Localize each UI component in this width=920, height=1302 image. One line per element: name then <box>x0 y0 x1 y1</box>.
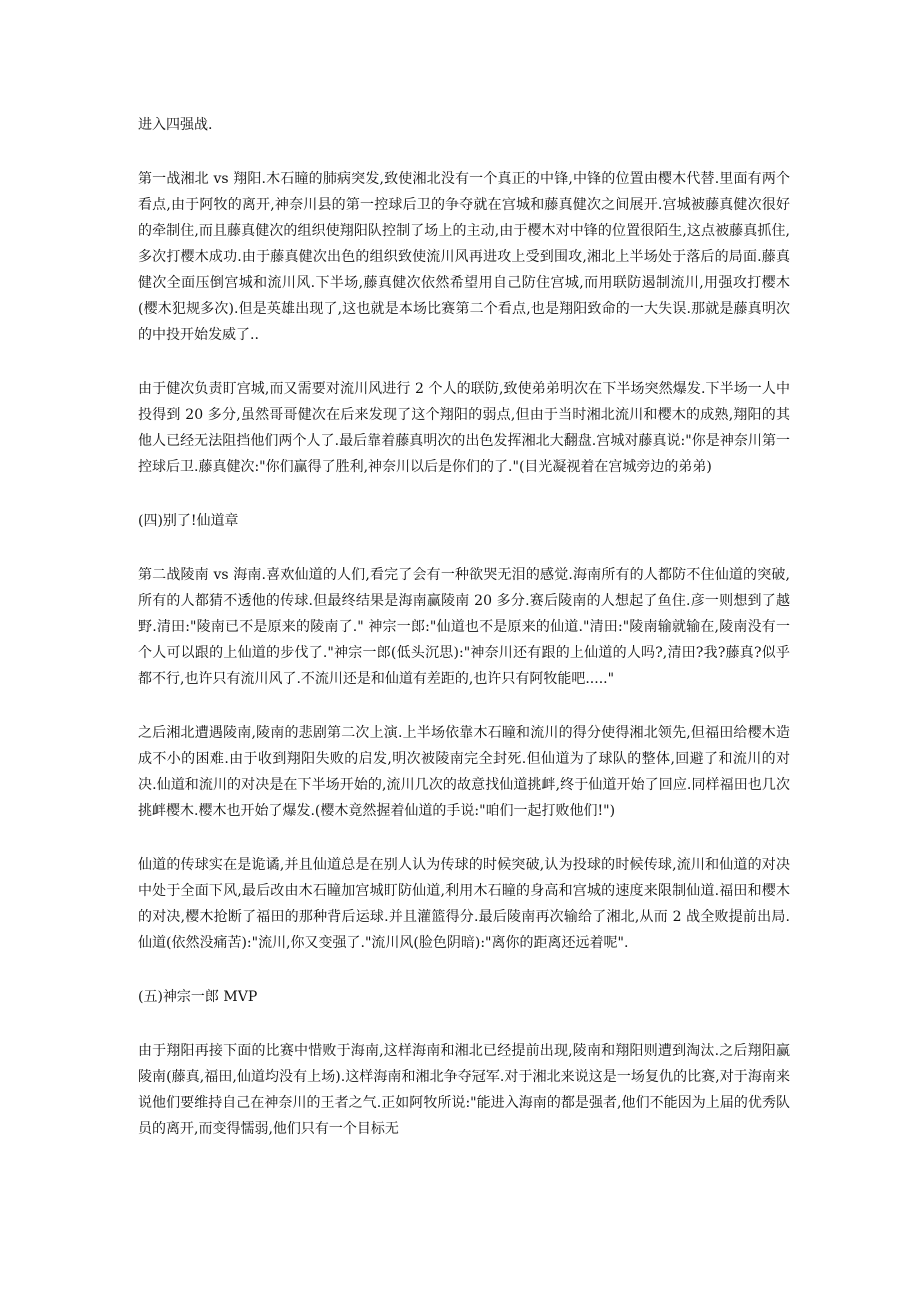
paragraph-first-game: 第一战湘北 vs 翔阳.木石瞳的肺病突发,致使湘北没有一个真正的中锋,中锋的位置由樱木代替.里面有两个看点,由于阿牧的离开,神奈川县的第一控球后卫的争夺就在宫城和藤真健次之间展开.宫城被藤真健次很好的牵制住,而且藤真健次的组织使翔阳队控制了场上的主动,由于樱木对中锋的位置很陌生,这点被藤真抓住,多次打樱木成功.由于藤真健次出色的组织致使流川风再进攻上受到围攻,湘北上半场处于落后的局面.藤真健次全面压倒宫城和流川风.下半场,藤真健次依然希望用自己防住宫城,而用联防遏制流川,用强攻打樱木(樱木犯规多次).但是英雄出现了,这也就是本场比赛第二个看点,也是翔阳致命的一大失误.那就是藤真明次的中投开始发威了.. <box>138 171 790 343</box>
paragraph-first-game-continued: 由于健次负责盯宫城,而又需要对流川风进行 2 个人的联防,致使弟弟明次在下半场突然爆发.下半场一人中投得到 20 多分,虽然哥哥健次在后来发现了这个翔阳的弱点,但由于当时湘北流川和樱木的成熟,翔阳的其他人已经无法阻挡他们两个人了.最后靠着藤真明次的出色发挥湘北大翻盘.宫城对藤真说:"你是神奈川第一控球后卫.藤真健次:"你们赢得了胜利,神奈川以后是你们的了."(目光凝视着在宫城旁边的弟弟) <box>138 381 790 475</box>
section-heading-four: (四)别了!仙道章 <box>138 513 239 529</box>
paragraph-intro: 进入四强战. <box>138 117 213 133</box>
paragraph-sendoh-passing: 仙道的传球实在是诡谲,并且仙道总是在别人认为传球的时候突破,认为投球的时候传球,流川和仙道的对决中处于全面下风,最后改由木石瞳加宫城盯防仙道,利用木石瞳的身高和宫城的速度来限制仙道.福田和樱木的对决,樱木抢断了福田的那种背后运球.并且灌篮得分.最后陵南再次输给了湘北,从而 2 战全败提前出局.仙道(依然没痛苦):"流川,你又变强了."流川风(脸色阴暗):"离你的距离还远着呢". <box>138 857 790 951</box>
section-heading-five: (五)神宗一郎 MVP <box>138 989 258 1005</box>
paragraph-shohoku-vs-ryonan: 之后湘北遭遇陵南,陵南的悲剧第二次上演.上半场依靠木石瞳和流川的得分使得湘北领先,但福田给樱木造成不小的困难.由于收到翔阳失败的启发,明次被陵南完全封死.但仙道为了球队的整体,回避了和流川的对决.仙道和流川的对决是在下半场开始的,流川几次的故意找仙道挑衅,终于仙道开始了回应.同样福田也几次挑衅樱木.樱木也开始了爆发.(樱木竟然握着仙道的手说:"咱们一起打败他们!") <box>138 725 790 819</box>
paragraph-final: 由于翔阳再接下面的比赛中惜败于海南,这样海南和湘北已经提前出现,陵南和翔阳则遭到淘汰.之后翔阳赢陵南(藤真,福田,仙道均没有上场).这样海南和湘北争夺冠军.对于湘北来说这是一场复仇的比赛,对于海南来说他们要维持自己在神奈川的王者之气.正如阿牧所说:"能进入海南的都是强者,他们不能因为上届的优秀队员的离开,而变得懦弱,他们只有一个目标无 <box>138 1043 790 1137</box>
paragraph-second-game: 第二战陵南 vs 海南.喜欢仙道的人们,看完了会有一种欲哭无泪的感觉.海南所有的人都防不住仙道的突破,所有的人都猜不透他的传球.但最终结果是海南赢陵南 20 多分.赛后陵南的人想起了鱼住.彦一则想到了越野.清田:"陵南已不是原来的陵南了." 神宗一郎:"仙道也不是原来的仙道."清田:"陵南输就输在,陵南没有一个人可以跟的上仙道的步伐了."神宗一郎(低头沉思):"神奈川还有跟的上仙道的人吗?,清田?我?藤真?似乎都不行,也许只有流川风了.不流川还是和仙道有差距的,也许只有阿牧能吧....." <box>138 567 790 687</box>
document-body <box>138 112 790 1170</box>
